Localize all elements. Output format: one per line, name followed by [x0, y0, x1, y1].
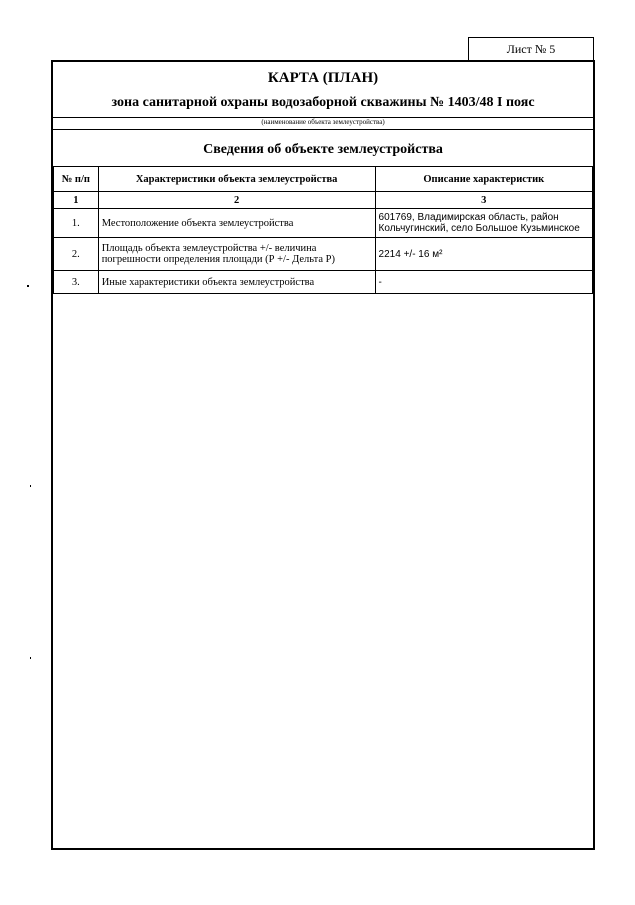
scan-speck [27, 285, 29, 287]
table-row [54, 238, 593, 271]
section-title: Сведения об объекте землеустройства [203, 142, 443, 157]
sheet-number-box [468, 37, 594, 61]
row-number: 1. [54, 209, 99, 238]
header-number: № п/п [54, 167, 99, 192]
header-description: Описание характеристик [375, 167, 592, 192]
object-name-caption: (наименование объекта землеустройства) [261, 118, 385, 126]
row-characteristic: Площадь объекта землеустройства +/- величина погрешности определения площади (Р +/- Дельта Р) [98, 238, 375, 271]
scan-speck [30, 485, 31, 487]
sheet-number: Лист № 5 [506, 42, 556, 56]
row-description: 601769, Владимирская область, район Кольчугинский, село Большое Кузьминское [375, 209, 592, 238]
row-number: 3. [54, 271, 99, 294]
table-row [54, 271, 593, 294]
column-number: 1 [54, 192, 99, 209]
row-characteristic: Иные характеристики объекта землеустройства [98, 271, 375, 294]
divider-line [53, 129, 593, 130]
document-title: КАРТА (ПЛАН) [267, 70, 379, 86]
column-number-row [54, 192, 593, 209]
document-frame [51, 60, 595, 850]
column-number: 2 [98, 192, 375, 209]
row-description: 2214 +/- 16 м² [375, 238, 592, 271]
header-characteristic: Характеристики объекта землеустройства [98, 167, 375, 192]
characteristics-table [53, 166, 593, 294]
scan-speck [30, 657, 31, 659]
row-description: - [375, 271, 592, 294]
table-row [54, 209, 593, 238]
document-subtitle: зона санитарной охраны водозаборной скважины № 1403/48 I пояс [111, 95, 535, 110]
row-characteristic: Местоположение объекта землеустройства [98, 209, 375, 238]
column-number: 3 [375, 192, 592, 209]
row-number: 2. [54, 238, 99, 271]
table-header-row [54, 167, 593, 192]
